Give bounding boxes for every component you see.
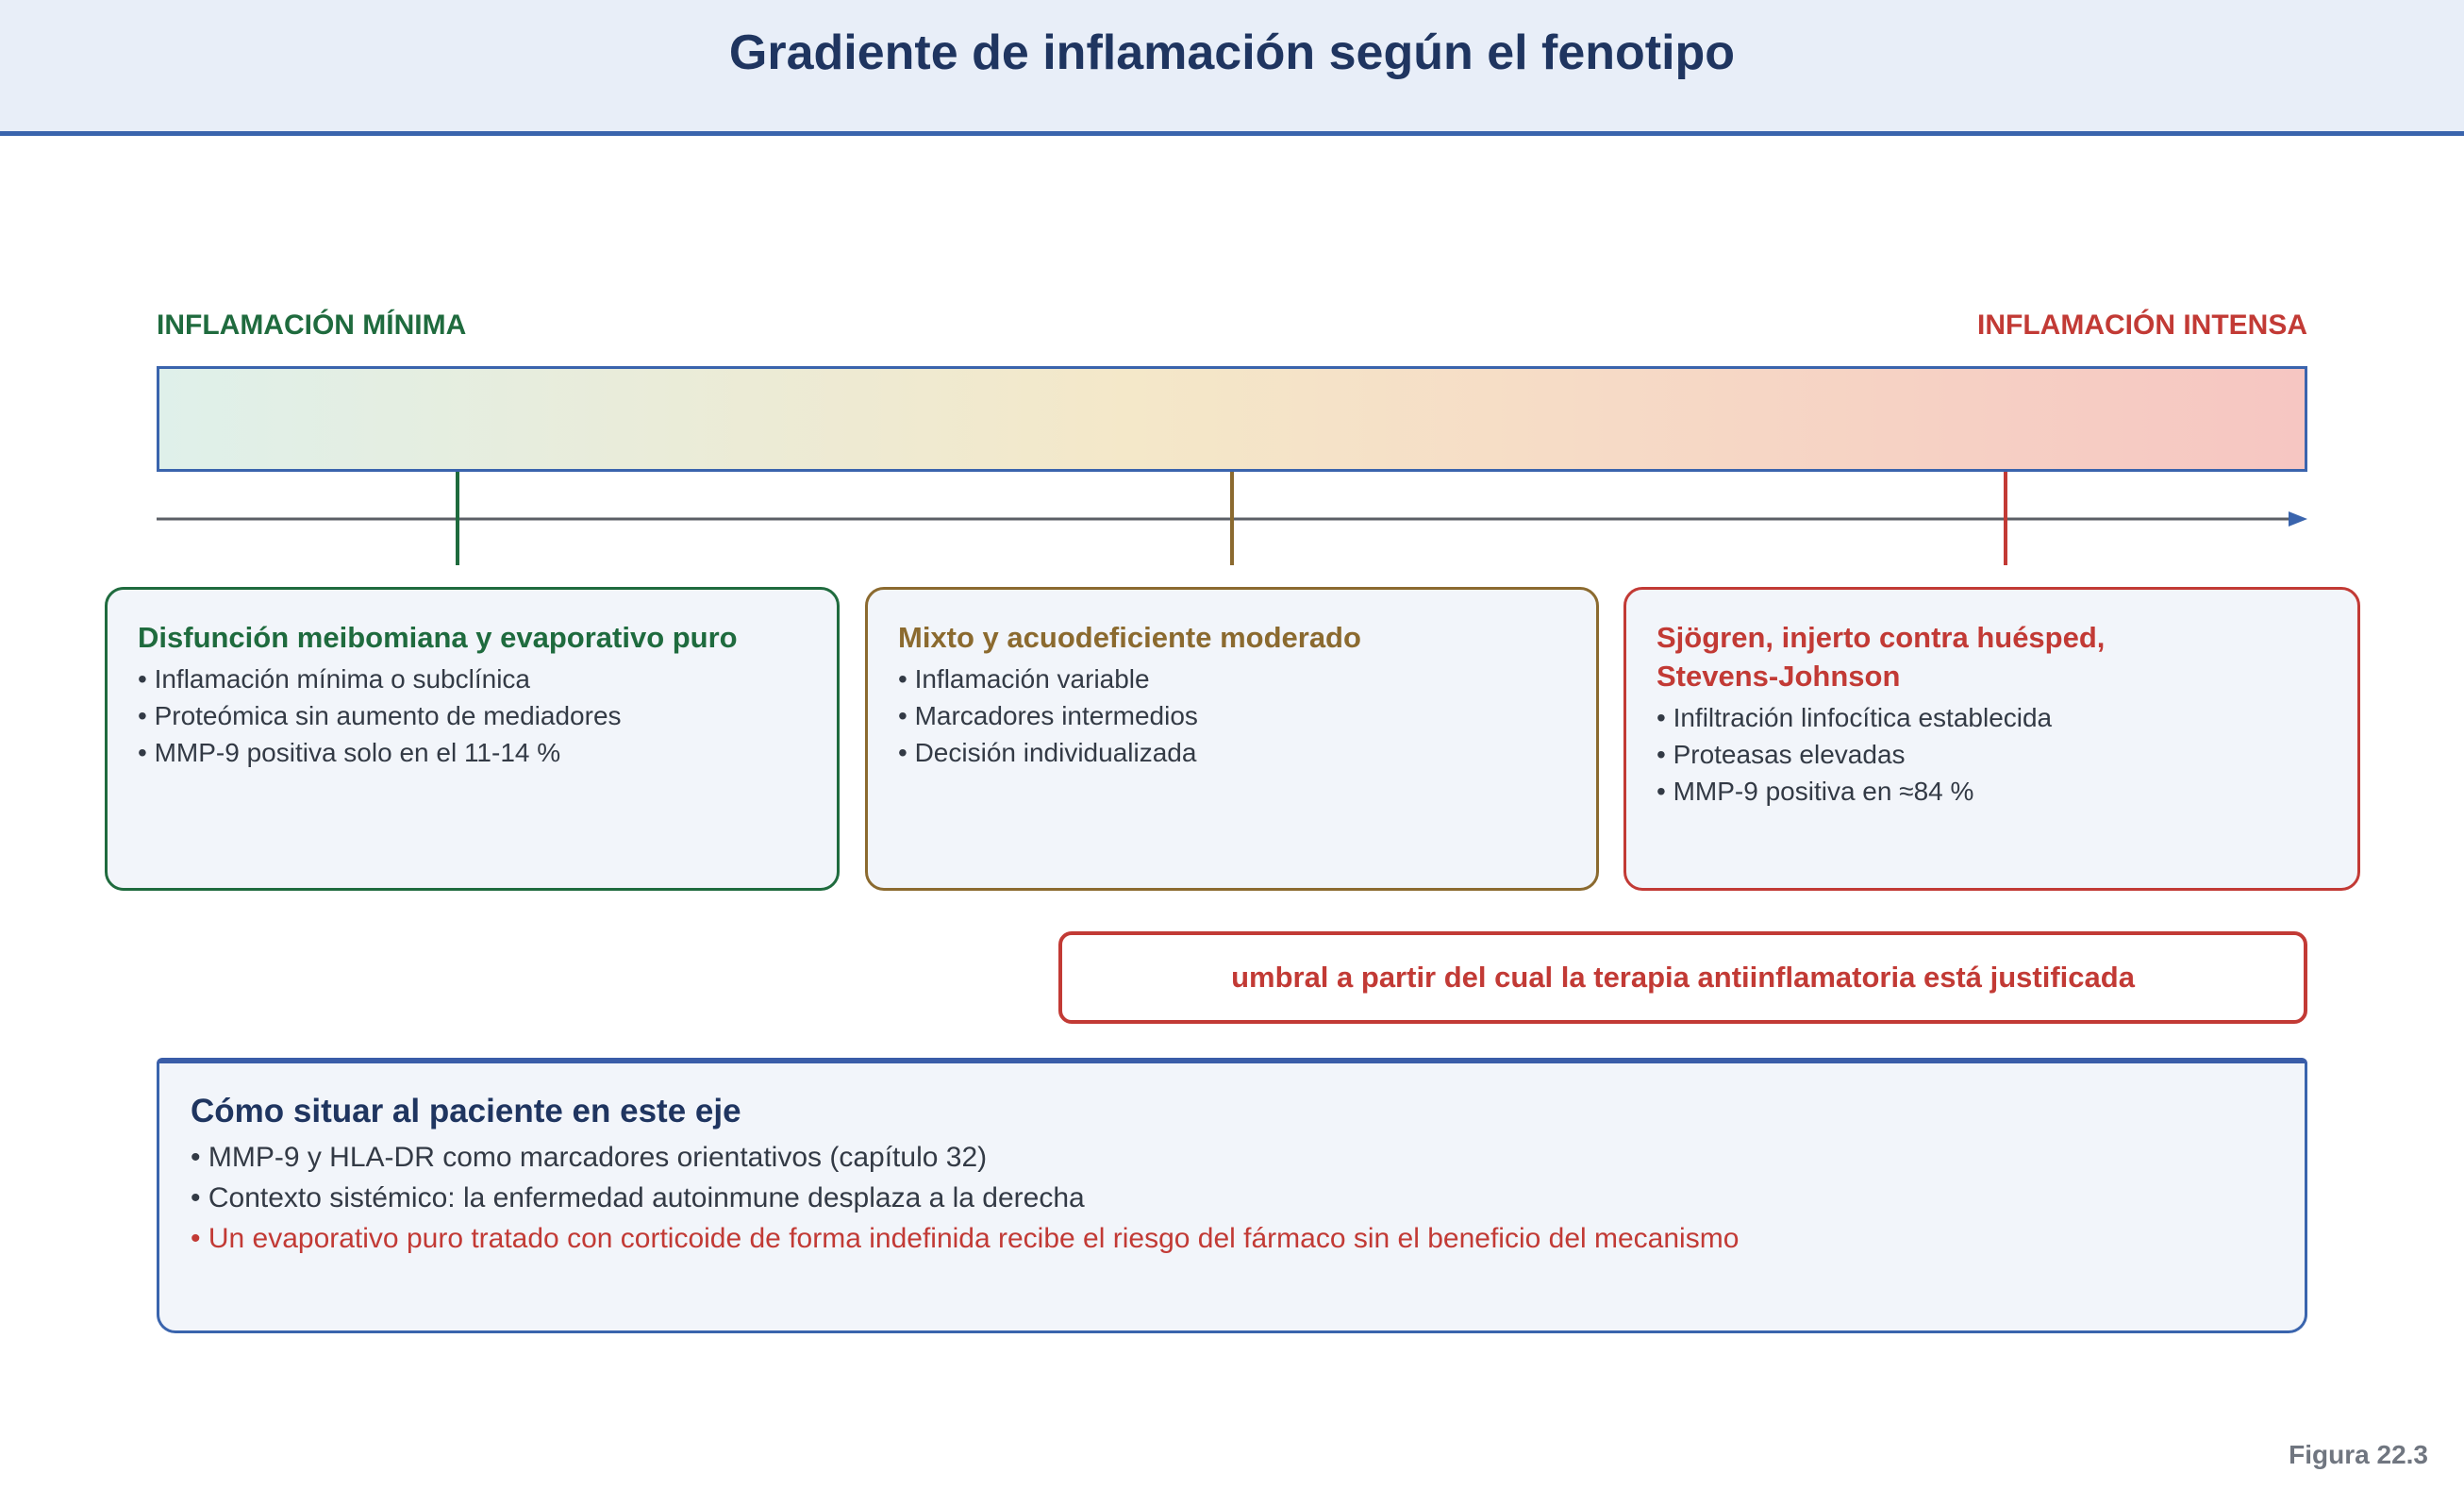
inflammation-axis bbox=[0, 0, 2464, 585]
phenotype-title bbox=[138, 618, 807, 657]
phenotype-title-line: Sjögren, injerto contra huésped, bbox=[1657, 621, 2106, 654]
phenotype-bullet: • Proteasas elevadas bbox=[1657, 740, 1906, 769]
phenotype-bullet: • Inflamación variable bbox=[898, 664, 1150, 694]
patient-positioning-note bbox=[157, 1063, 2307, 1333]
treatment-threshold-box bbox=[1058, 931, 2307, 1024]
phenotype-title bbox=[898, 618, 1566, 657]
phenotype-bullet: • MMP-9 positiva en ≈84 % bbox=[1657, 777, 1974, 806]
note-title: Cómo situar al paciente en este eje bbox=[191, 1093, 741, 1129]
phenotype-title bbox=[1657, 618, 2327, 695]
phenotype-title-line: Disfunción meibomiana y evaporativo puro bbox=[138, 621, 738, 654]
phenotype-bullet: • Inflamación mínima o subclínica bbox=[138, 664, 530, 694]
phenotype-bullet: • Marcadores intermedios bbox=[898, 701, 1198, 730]
threshold-text: umbral a partir del cual la terapia antiinflamatoria está justificada bbox=[1231, 961, 2135, 994]
phenotype-title-line: Mixto y acuodeficiente moderado bbox=[898, 621, 1361, 654]
phenotype-bullet: • Decisión individualizada bbox=[898, 738, 1197, 767]
figure-number-label: Figura 22.3 bbox=[2289, 1440, 2428, 1469]
note-bullet-warning: • Un evaporativo puro tratado con corticoide de forma indefinida recibe el riesgo del fármaco sin el beneficio del mecanismo bbox=[191, 1223, 1740, 1254]
phenotype-card-severe bbox=[1623, 587, 2360, 891]
note-bullet: • MMP-9 y HLA-DR como marcadores orientativos (capítulo 32) bbox=[191, 1142, 988, 1173]
phenotype-bullet: • Proteómica sin aumento de mediadores bbox=[138, 701, 622, 730]
axis-min-label: INFLAMACIÓN MÍNIMA bbox=[157, 310, 467, 341]
axis-arrowhead-icon bbox=[2289, 511, 2307, 527]
phenotype-bullet: • MMP-9 positiva solo en el 11-14 % bbox=[138, 738, 561, 767]
axis-max-label: INFLAMACIÓN INTENSA bbox=[1977, 310, 2307, 341]
figure-title: Gradiente de inflamación según el fenotipo bbox=[728, 25, 1736, 80]
phenotype-card-mild bbox=[105, 587, 840, 891]
note-bullet: • Contexto sistémico: la enfermedad autoinmune desplaza a la derecha bbox=[191, 1182, 1085, 1213]
phenotype-title-line: Stevens-Johnson bbox=[1657, 660, 1901, 693]
phenotype-card-moderate bbox=[865, 587, 1599, 891]
phenotype-bullet: • Infiltración linfocítica establecida bbox=[1657, 703, 2053, 732]
